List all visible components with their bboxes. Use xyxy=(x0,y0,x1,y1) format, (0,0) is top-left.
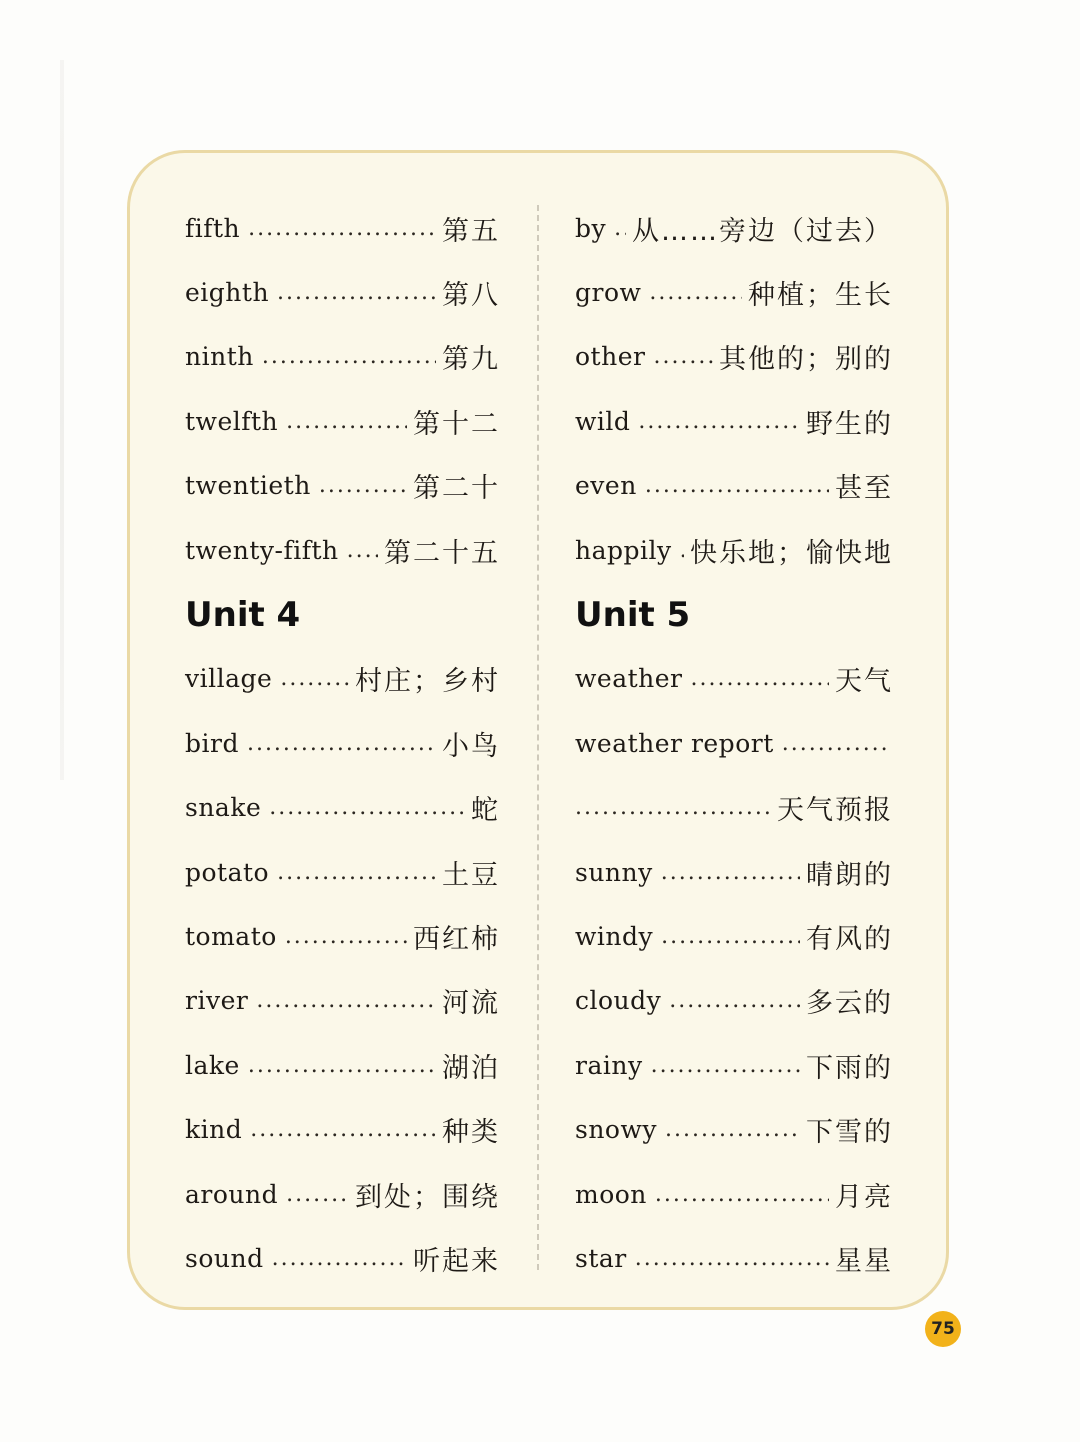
vocab-row xyxy=(185,969,500,1033)
word: moon xyxy=(575,1179,647,1209)
meaning: 月亮 xyxy=(835,1181,893,1213)
word: fifth xyxy=(185,213,241,243)
right-bottom-list xyxy=(575,647,893,1291)
meaning: 小鸟 xyxy=(442,730,500,762)
vocab-row xyxy=(185,904,500,968)
leader-dots xyxy=(782,731,887,756)
word: bird xyxy=(185,728,239,758)
vocab-row xyxy=(575,840,893,904)
word: village xyxy=(185,664,273,694)
word: snowy xyxy=(575,1115,658,1145)
vocab-row xyxy=(575,260,893,324)
leader-dots xyxy=(680,538,684,563)
word: kind xyxy=(185,1115,243,1145)
meaning: 野生的 xyxy=(806,408,893,440)
word: other xyxy=(575,342,646,372)
leader-dots xyxy=(614,216,626,241)
word: happily xyxy=(575,535,672,565)
word: river xyxy=(185,986,249,1016)
leader-dots xyxy=(286,1182,349,1207)
leader-dots xyxy=(661,924,800,949)
vocab-row xyxy=(185,196,500,260)
word: lake xyxy=(185,1050,240,1080)
meaning: 第十二 xyxy=(413,408,500,440)
vocab-row xyxy=(185,1226,500,1290)
meaning: 第八 xyxy=(442,280,500,312)
vocab-row xyxy=(185,1162,500,1226)
vocab-row xyxy=(575,776,893,840)
meaning: 快乐地；愉快地 xyxy=(690,537,893,569)
leader-dots xyxy=(277,280,436,305)
vocab-row xyxy=(575,454,893,518)
word: sunny xyxy=(575,857,653,887)
meaning: 多云的 xyxy=(806,988,893,1020)
word: grow xyxy=(575,278,642,308)
meaning: 星星 xyxy=(835,1245,893,1277)
leader-dots xyxy=(669,988,800,1013)
leader-dots xyxy=(665,1117,800,1142)
vocab-row xyxy=(185,260,500,324)
leader-dots xyxy=(285,924,407,949)
meaning: 有风的 xyxy=(806,923,893,955)
word: wild xyxy=(575,406,631,436)
meaning: 到处；围绕 xyxy=(355,1181,500,1213)
leader-dots xyxy=(645,473,829,498)
leader-dots xyxy=(319,473,407,498)
leader-dots xyxy=(286,409,407,434)
vocab-row xyxy=(575,325,893,389)
leader-dots xyxy=(661,860,800,885)
meaning: 种类 xyxy=(442,1117,500,1149)
meaning: 土豆 xyxy=(442,859,500,891)
vocab-row xyxy=(575,518,893,582)
meaning: 甚至 xyxy=(835,473,893,505)
vocab-row xyxy=(575,1162,893,1226)
leader-dots xyxy=(277,860,436,885)
leader-dots xyxy=(575,795,771,820)
meaning: 天气预报 xyxy=(777,795,893,827)
meaning: 下雨的 xyxy=(806,1052,893,1084)
vocab-row xyxy=(575,904,893,968)
word: windy xyxy=(575,921,654,951)
vocab-row xyxy=(575,969,893,1033)
leader-dots xyxy=(651,1053,800,1078)
word: cloudy xyxy=(575,986,662,1016)
meaning: 听起来 xyxy=(413,1245,500,1277)
meaning: 第二十五 xyxy=(384,537,500,569)
leader-dots xyxy=(247,731,436,756)
leader-dots xyxy=(262,344,436,369)
word: by xyxy=(575,213,607,243)
right-top-list xyxy=(575,196,893,582)
page-number-badge: 75 xyxy=(925,1311,961,1347)
vocab-row xyxy=(575,647,893,711)
leader-dots xyxy=(269,795,465,820)
vocab-row xyxy=(185,1097,500,1161)
vocab-row xyxy=(185,711,500,775)
meaning: 河流 xyxy=(442,988,500,1020)
leader-dots xyxy=(649,280,742,305)
vocab-row xyxy=(185,454,500,518)
vocab-row xyxy=(575,1033,893,1097)
left-bottom-list xyxy=(185,647,500,1291)
leader-dots xyxy=(691,666,830,691)
vocab-row xyxy=(185,647,500,711)
meaning: 第二十 xyxy=(413,473,500,505)
scan-edge xyxy=(60,60,64,780)
vocab-row xyxy=(185,840,500,904)
word: even xyxy=(575,471,637,501)
left-top-list xyxy=(185,196,500,582)
vocab-row xyxy=(575,711,893,775)
leader-dots xyxy=(250,1117,436,1142)
word: around xyxy=(185,1179,279,1209)
meaning: 蛇 xyxy=(471,795,500,827)
leader-dots xyxy=(635,1246,829,1271)
word: weather xyxy=(575,664,683,694)
meaning: 从……旁边（过去） xyxy=(632,215,893,247)
word: weather report xyxy=(575,728,774,758)
word: rainy xyxy=(575,1050,643,1080)
meaning: 第五 xyxy=(442,215,500,247)
leader-dots xyxy=(248,1053,436,1078)
word: sound xyxy=(185,1243,264,1273)
word: eighth xyxy=(185,278,270,308)
word: twelfth xyxy=(185,406,279,436)
word: twentieth xyxy=(185,471,311,501)
meaning: 西红柿 xyxy=(413,923,500,955)
leader-dots xyxy=(272,1246,407,1271)
meaning: 第九 xyxy=(442,344,500,376)
leader-dots xyxy=(347,538,378,563)
column-divider xyxy=(537,205,539,1270)
meaning: 晴朗的 xyxy=(806,859,893,891)
vocab-row xyxy=(185,1033,500,1097)
vocab-row xyxy=(575,1226,893,1290)
word: potato xyxy=(185,857,270,887)
unit-heading: Unit 4 xyxy=(185,594,301,635)
vocab-row xyxy=(185,389,500,453)
word: star xyxy=(575,1243,627,1273)
leader-dots xyxy=(256,988,436,1013)
leader-dots xyxy=(638,409,800,434)
leader-dots xyxy=(280,666,349,691)
meaning: 下雪的 xyxy=(806,1117,893,1149)
left-column xyxy=(185,196,500,1291)
vocab-row xyxy=(185,518,500,582)
word: twenty-fifth xyxy=(185,535,339,565)
vocab-row xyxy=(575,389,893,453)
meaning: 村庄；乡村 xyxy=(355,666,500,698)
meaning: 湖泊 xyxy=(442,1052,500,1084)
meaning: 其他的；别的 xyxy=(719,344,893,376)
word: tomato xyxy=(185,921,277,951)
vocab-row xyxy=(185,776,500,840)
leader-dots xyxy=(248,216,436,241)
vocab-row xyxy=(185,325,500,389)
vocab-row xyxy=(575,196,893,260)
meaning: 种植；生长 xyxy=(748,280,893,312)
right-column xyxy=(575,196,893,1291)
leader-dots xyxy=(653,344,713,369)
word: ninth xyxy=(185,342,254,372)
unit-heading: Unit 5 xyxy=(575,594,691,635)
vocab-row xyxy=(575,1097,893,1161)
leader-dots xyxy=(655,1182,829,1207)
meaning: 天气 xyxy=(835,666,893,698)
word: snake xyxy=(185,793,262,823)
